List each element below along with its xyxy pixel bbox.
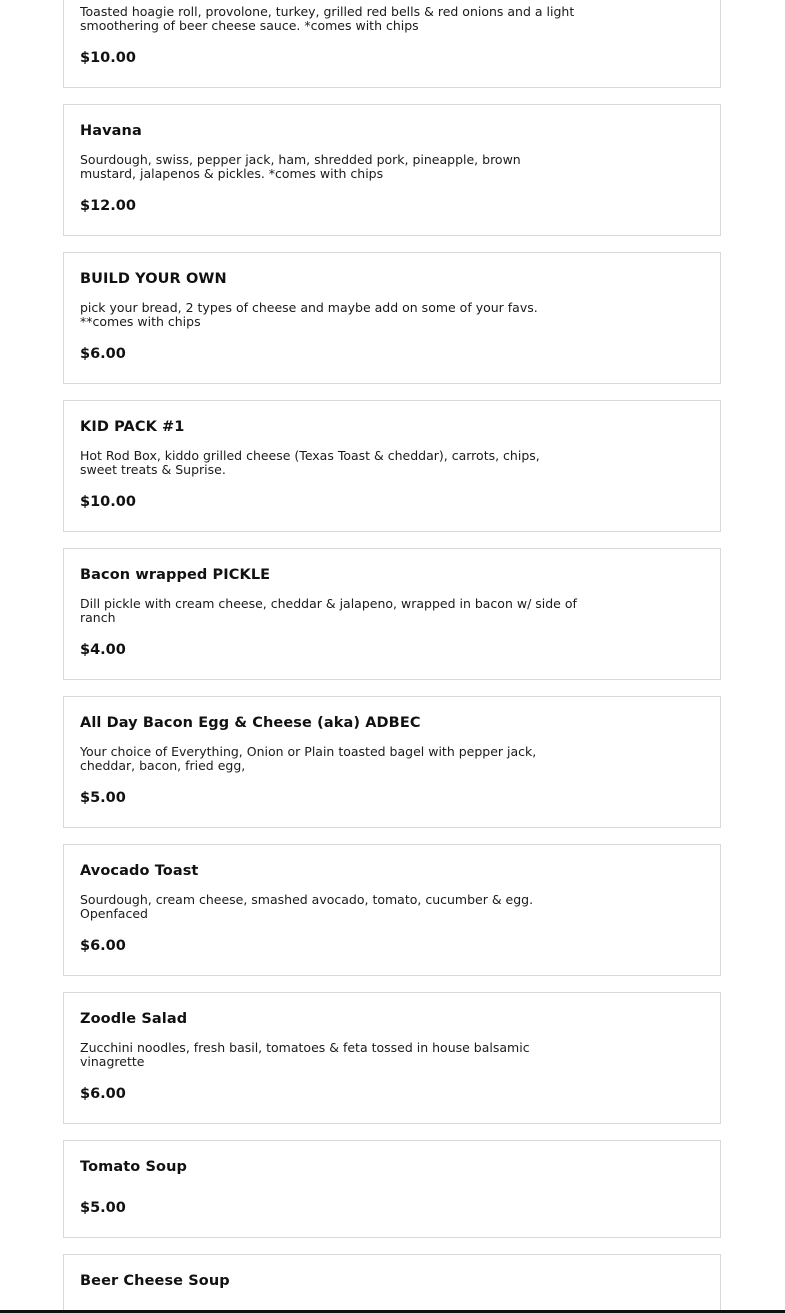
menu-item-card[interactable] [63, 252, 721, 384]
menu-item-description: pick your bread, 2 types of cheese and maybe add on some of your favs. **comes with chips [80, 300, 538, 329]
menu-item-title: Zoodle Salad [80, 1011, 188, 1027]
menu-item-price: $10.00 [80, 50, 136, 66]
menu-item-title: Havana [80, 123, 142, 139]
menu-item-card[interactable] [63, 104, 721, 236]
menu-item-price: $12.00 [80, 198, 136, 214]
menu-item-description: Your choice of Everything, Onion or Plain toasted bagel with pepper jack, cheddar, bacon, fried egg, [80, 744, 537, 773]
menu-item-price: $4.00 [80, 642, 126, 658]
menu-item-price: $6.00 [80, 938, 126, 954]
menu-item-card[interactable] [63, 548, 721, 680]
menu-item-card[interactable] [63, 0, 721, 88]
menu-item-card[interactable] [63, 1140, 721, 1238]
menu-item-description: Dill pickle with cream cheese, cheddar & jalapeno, wrapped in bacon w/ side of ranch [80, 596, 577, 625]
menu-item-description: Toasted hoagie roll, provolone, turkey, grilled red bells & red onions and a light smoothering of beer cheese sauce. *comes with chips [80, 4, 575, 33]
menu-item-price: $5.00 [80, 1200, 126, 1216]
menu-item-card[interactable] [63, 844, 721, 976]
menu-item-price: $6.00 [80, 1086, 126, 1102]
menu-item-description: Sourdough, swiss, pepper jack, ham, shredded pork, pineapple, brown mustard, jalapenos & pickles. *comes with chips [80, 152, 521, 181]
menu-item-price: $5.00 [80, 790, 126, 806]
menu-item-card[interactable] [63, 696, 721, 828]
menu-item-title: KID PACK #1 [80, 419, 185, 435]
menu-item-title: Tomato Soup [80, 1159, 187, 1175]
menu-item-title: Beer Cheese Soup [80, 1273, 230, 1289]
menu-item-description: Sourdough, cream cheese, smashed avocado, tomato, cucumber & egg. Openfaced [80, 892, 534, 921]
menu-item-card[interactable] [63, 400, 721, 532]
menu-item-card[interactable] [63, 1254, 721, 1313]
menu-item-card[interactable] [63, 992, 721, 1124]
menu-item-title: BUILD YOUR OWN [80, 271, 227, 287]
menu-item-price: $10.00 [80, 494, 136, 510]
menu-item-description: Zucchini noodles, fresh basil, tomatoes & feta tossed in house balsamic vinagrette [80, 1040, 530, 1069]
menu-item-title: All Day Bacon Egg & Cheese (aka) ADBEC [80, 715, 421, 731]
menu-item-title: Bacon wrapped PICKLE [80, 567, 271, 583]
menu-item-price: $6.00 [80, 346, 126, 362]
menu-item-description: Hot Rod Box, kiddo grilled cheese (Texas Toast & cheddar), carrots, chips, sweet treats & Suprise. [80, 448, 540, 477]
menu-item-title: Avocado Toast [80, 863, 199, 879]
